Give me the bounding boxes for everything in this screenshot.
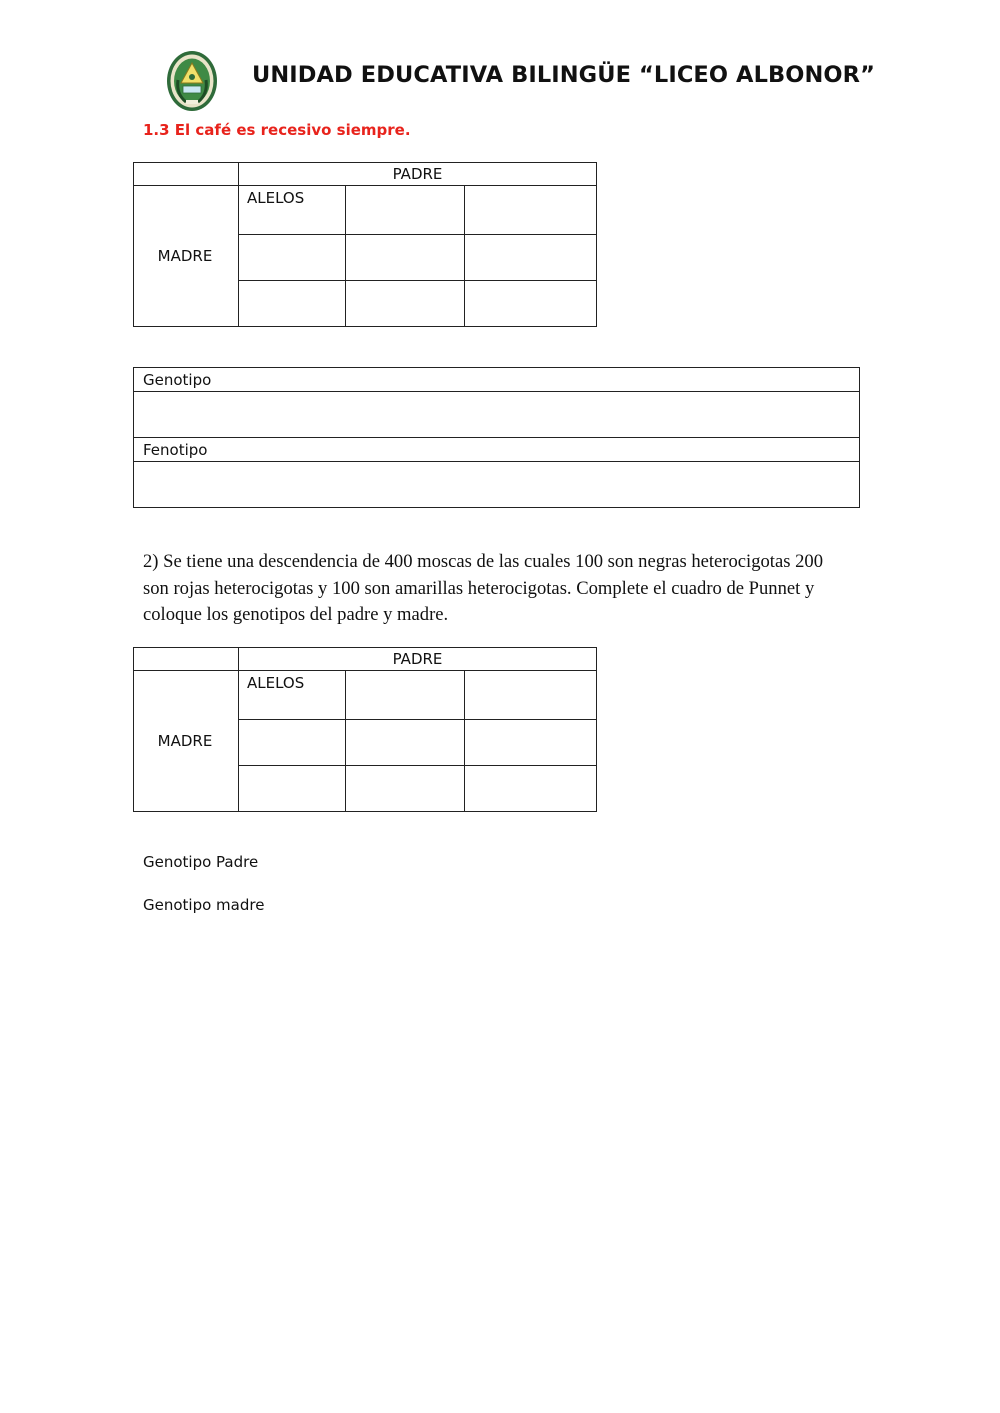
fenotipo-label: Fenotipo	[134, 438, 860, 462]
problem-2-text: 2) Se tiene una descendencia de 400 moscas de las cuales 100 son negras heterocigotas 200 son rojas heterocigotas y 100 son amarillas heterocigotas. Complete el cuadro de Punnet y coloque los genotipos del padre y madre.	[143, 551, 823, 625]
punnett-cell[interactable]	[465, 766, 597, 812]
punnett-table-2	[133, 647, 597, 812]
punnett-cell[interactable]	[465, 281, 597, 327]
fenotipo-answer[interactable]	[134, 462, 860, 508]
corner-cell	[134, 648, 239, 671]
punnett-cell[interactable]	[465, 186, 597, 235]
punnett-cell[interactable]	[465, 671, 597, 720]
punnett-cell[interactable]	[465, 235, 597, 281]
corner-cell	[134, 163, 239, 186]
punnett-cell[interactable]	[239, 235, 346, 281]
punnett-cell[interactable]	[239, 281, 346, 327]
section-heading: 1.3 El café es recesivo siempre.	[143, 121, 411, 139]
genotipo-label: Genotipo	[134, 368, 860, 392]
punnett-cell[interactable]	[239, 766, 346, 812]
punnett-cell[interactable]	[346, 186, 465, 235]
punnett-cell[interactable]	[346, 720, 465, 766]
genotipo-padre-label: Genotipo Padre	[143, 853, 259, 871]
padre-header: PADRE	[239, 648, 597, 671]
madre-header: MADRE	[134, 186, 239, 327]
school-logo	[166, 50, 218, 112]
punnett-cell[interactable]	[346, 766, 465, 812]
padre-header: PADRE	[239, 163, 597, 186]
punnett-cell[interactable]	[239, 720, 346, 766]
punnett-cell[interactable]	[346, 671, 465, 720]
alelos-cell: ALELOS	[239, 671, 346, 720]
punnett-cell[interactable]	[346, 235, 465, 281]
punnett-cell[interactable]	[465, 720, 597, 766]
school-title: UNIDAD EDUCATIVA BILINGÜE “LICEO ALBONOR”	[252, 62, 875, 88]
results-table	[133, 367, 860, 508]
punnett-table-1	[133, 162, 597, 327]
madre-header: MADRE	[134, 671, 239, 812]
alelos-cell: ALELOS	[239, 186, 346, 235]
punnett-cell[interactable]	[346, 281, 465, 327]
genotipo-answer[interactable]	[134, 392, 860, 438]
genotipo-madre-label: Genotipo madre	[143, 896, 265, 914]
